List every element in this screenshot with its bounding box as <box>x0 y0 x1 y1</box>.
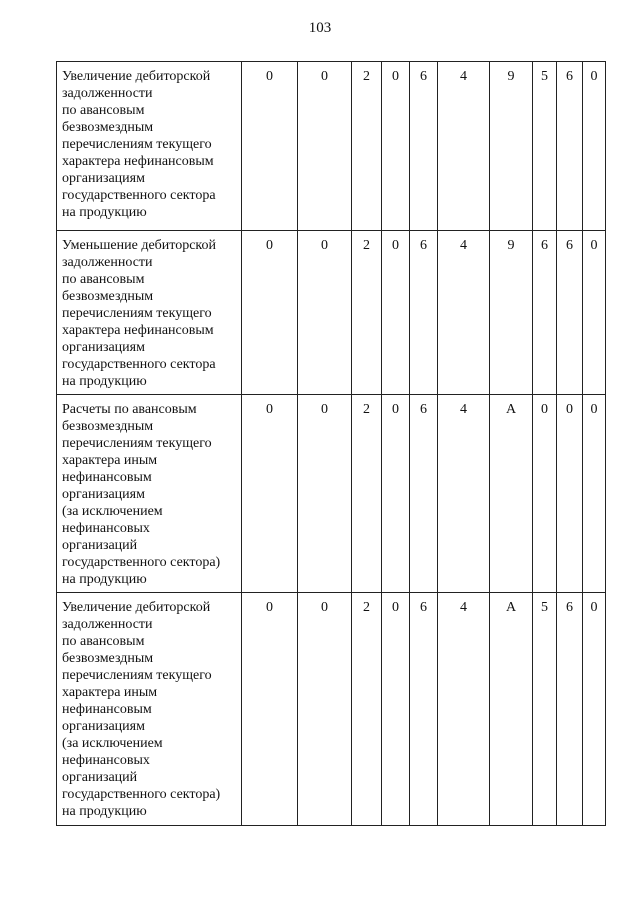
page-number: 103 <box>308 20 332 36</box>
table-row <box>57 62 606 231</box>
code-digit: 0 <box>242 395 298 593</box>
code-digit: 9 <box>490 62 533 231</box>
code-digit: 0 <box>382 593 410 826</box>
code-digit: 2 <box>352 593 382 826</box>
code-digit: 2 <box>352 62 382 231</box>
code-digit: 4 <box>438 593 490 826</box>
code-digit: 6 <box>410 231 438 395</box>
code-digit: 0 <box>298 395 352 593</box>
code-digit: 0 <box>242 231 298 395</box>
code-digit: 6 <box>557 62 583 231</box>
code-digit: 9 <box>490 231 533 395</box>
code-digit: А <box>490 593 533 826</box>
code-digit: 0 <box>583 395 606 593</box>
code-digit: 4 <box>438 231 490 395</box>
code-digit: 0 <box>242 62 298 231</box>
code-digit: 4 <box>438 62 490 231</box>
code-digit: 5 <box>533 62 557 231</box>
table-row <box>57 395 606 593</box>
code-digit: 0 <box>382 231 410 395</box>
code-digit: 0 <box>533 395 557 593</box>
code-digit: А <box>490 395 533 593</box>
code-digit: 6 <box>533 231 557 395</box>
code-digit: 0 <box>298 593 352 826</box>
code-digit: 5 <box>533 593 557 826</box>
code-digit: 0 <box>557 395 583 593</box>
code-digit: 0 <box>583 593 606 826</box>
code-digit: 0 <box>242 593 298 826</box>
row-description: Увеличение дебиторской задолженности по авансовым безвозмездным перечислениям текущего характера иным нефинансовым организациям (за исключением нефинансовых организаций государственного сектора) на продукцию <box>57 593 242 826</box>
code-digit: 6 <box>410 593 438 826</box>
table-row <box>57 593 606 826</box>
code-digit: 2 <box>352 395 382 593</box>
code-digit: 6 <box>557 231 583 395</box>
code-digit: 2 <box>352 231 382 395</box>
code-digit: 4 <box>438 395 490 593</box>
code-digit: 0 <box>298 231 352 395</box>
code-digit: 0 <box>382 62 410 231</box>
code-digit: 6 <box>410 395 438 593</box>
table-row <box>57 231 606 395</box>
code-digit: 6 <box>557 593 583 826</box>
code-digit: 0 <box>583 231 606 395</box>
row-description: Увеличение дебиторской задолженности по авансовым безвозмездным перечислениям текущего характера нефинансовым организациям государственного сектора на продукцию <box>57 62 242 231</box>
code-digit: 6 <box>410 62 438 231</box>
row-description: Расчеты по авансовым безвозмездным перечислениям текущего характера иным нефинансовым организациям (за исключением нефинансовых организаций государственного сектора) на продукцию <box>57 395 242 593</box>
row-description: Уменьшение дебиторской задолженности по авансовым безвозмездным перечислениям текущего характера нефинансовым организациям государственного сектора на продукцию <box>57 231 242 395</box>
code-digit: 0 <box>583 62 606 231</box>
code-digit: 0 <box>298 62 352 231</box>
account-codes-table <box>56 61 606 826</box>
code-digit: 0 <box>382 395 410 593</box>
